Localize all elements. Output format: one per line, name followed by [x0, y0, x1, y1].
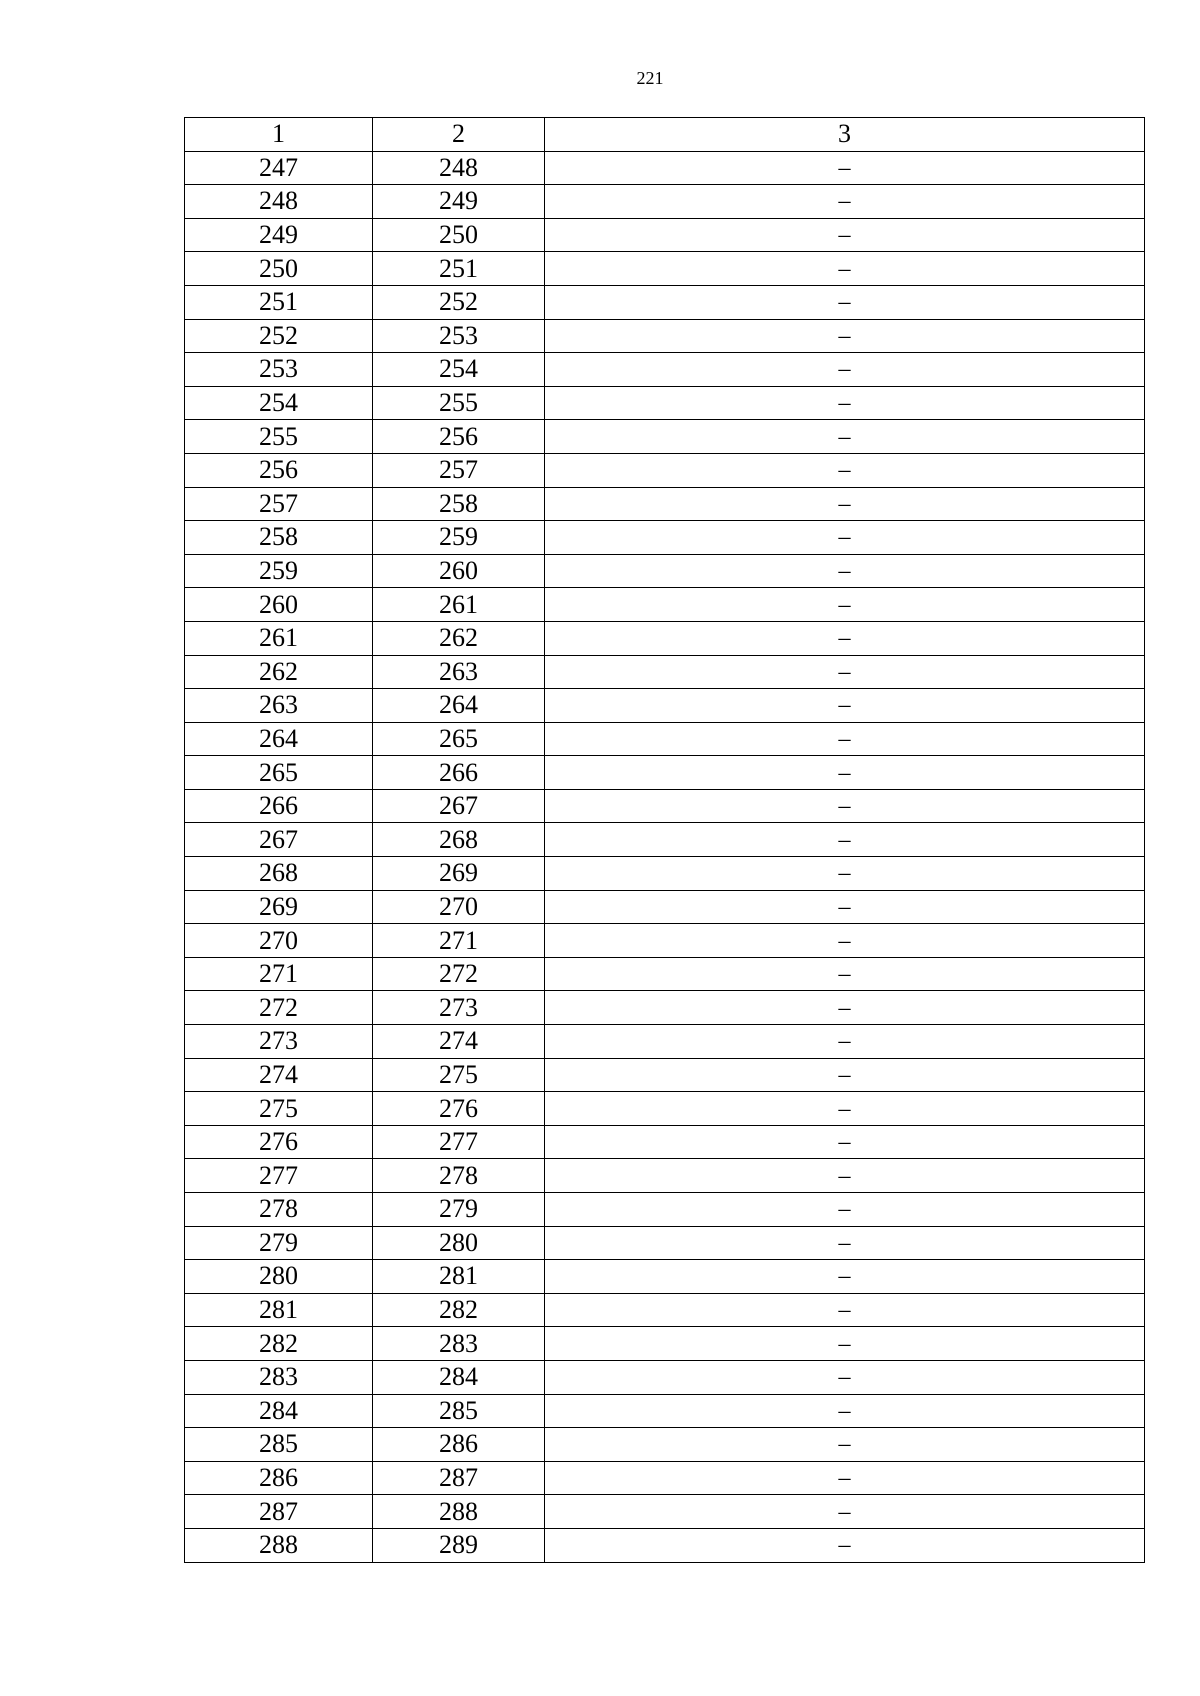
table-row	[185, 521, 1145, 555]
table-cell-col-1: 249	[185, 218, 373, 252]
table-cell-col-3: –	[545, 1327, 1145, 1361]
table-cell-col-1: 265	[185, 756, 373, 790]
table-cell-col-2: 253	[373, 319, 545, 353]
table-cell-col-3: –	[545, 1092, 1145, 1126]
table-cell-col-3: –	[545, 890, 1145, 924]
table-row	[185, 1193, 1145, 1227]
table-cell-col-1: 262	[185, 655, 373, 689]
table-cell-col-1: 255	[185, 420, 373, 454]
table-cell-col-1: 268	[185, 857, 373, 891]
table-cell-col-2: 268	[373, 823, 545, 857]
table-row	[185, 588, 1145, 622]
table-body	[185, 151, 1145, 1562]
table-cell-col-2: 283	[373, 1327, 545, 1361]
table-cell-col-1: 283	[185, 1360, 373, 1394]
table-cell-col-2: 273	[373, 991, 545, 1025]
table-cell-col-1: 266	[185, 789, 373, 823]
table-row	[185, 554, 1145, 588]
table-cell-col-3: –	[545, 1528, 1145, 1562]
table-cell-col-3: –	[545, 1293, 1145, 1327]
table-cell-col-3: –	[545, 252, 1145, 286]
table-cell-col-3: –	[545, 420, 1145, 454]
table-cell-col-3: –	[545, 554, 1145, 588]
header-row	[185, 118, 1145, 152]
table-cell-col-2: 274	[373, 1025, 545, 1059]
table-cell-col-1: 277	[185, 1159, 373, 1193]
table-cell-col-3: –	[545, 285, 1145, 319]
data-table-container	[184, 117, 1144, 1563]
table-cell-col-3: –	[545, 1025, 1145, 1059]
table-cell-col-3: –	[545, 1394, 1145, 1428]
table-row	[185, 1528, 1145, 1562]
table-cell-col-3: –	[545, 1159, 1145, 1193]
table-cell-col-3: –	[545, 655, 1145, 689]
table-cell-col-1: 278	[185, 1193, 373, 1227]
table-cell-col-1: 267	[185, 823, 373, 857]
data-table	[184, 117, 1145, 1563]
table-cell-col-1: 259	[185, 554, 373, 588]
table-row	[185, 957, 1145, 991]
table-cell-col-1: 264	[185, 722, 373, 756]
table-cell-col-2: 272	[373, 957, 545, 991]
table-cell-col-1: 273	[185, 1025, 373, 1059]
table-cell-col-3: –	[545, 1495, 1145, 1529]
table-cell-col-1: 257	[185, 487, 373, 521]
table-row	[185, 722, 1145, 756]
table-row	[185, 420, 1145, 454]
table-cell-col-1: 281	[185, 1293, 373, 1327]
table-row	[185, 1159, 1145, 1193]
table-cell-col-2: 249	[373, 185, 545, 219]
table-cell-col-3: –	[545, 319, 1145, 353]
table-cell-col-3: –	[545, 1260, 1145, 1294]
table-cell-col-1: 248	[185, 185, 373, 219]
table-cell-col-2: 251	[373, 252, 545, 286]
table-cell-col-1: 271	[185, 957, 373, 991]
table-cell-col-1: 254	[185, 386, 373, 420]
table-row	[185, 1394, 1145, 1428]
table-cell-col-3: –	[545, 689, 1145, 723]
table-row	[185, 285, 1145, 319]
table-row	[185, 218, 1145, 252]
table-cell-col-2: 285	[373, 1394, 545, 1428]
table-cell-col-3: –	[545, 823, 1145, 857]
table-cell-col-3: –	[545, 1360, 1145, 1394]
table-cell-col-3: –	[545, 924, 1145, 958]
table-cell-col-1: 251	[185, 285, 373, 319]
table-row	[185, 991, 1145, 1025]
table-row	[185, 857, 1145, 891]
table-cell-col-2: 262	[373, 621, 545, 655]
table-cell-col-2: 265	[373, 722, 545, 756]
table-cell-col-1: 261	[185, 621, 373, 655]
table-cell-col-1: 279	[185, 1226, 373, 1260]
table-cell-col-3: –	[545, 185, 1145, 219]
table-cell-col-2: 263	[373, 655, 545, 689]
table-cell-col-3: –	[545, 386, 1145, 420]
table-cell-col-2: 275	[373, 1058, 545, 1092]
table-row	[185, 1428, 1145, 1462]
table-cell-col-3: –	[545, 621, 1145, 655]
table-cell-col-3: –	[545, 1125, 1145, 1159]
table-cell-col-1: 285	[185, 1428, 373, 1462]
table-cell-col-2: 254	[373, 353, 545, 387]
table-cell-col-1: 260	[185, 588, 373, 622]
table-cell-col-2: 266	[373, 756, 545, 790]
table-row	[185, 621, 1145, 655]
table-cell-col-3: –	[545, 857, 1145, 891]
table-row	[185, 487, 1145, 521]
column-header-1: 1	[185, 118, 373, 152]
table-cell-col-1: 263	[185, 689, 373, 723]
table-row	[185, 789, 1145, 823]
table-cell-col-3: –	[545, 151, 1145, 185]
table-row	[185, 890, 1145, 924]
table-cell-col-1: 256	[185, 453, 373, 487]
table-cell-col-3: –	[545, 722, 1145, 756]
page-number: 221	[636, 68, 664, 88]
table-row	[185, 252, 1145, 286]
table-cell-col-1: 275	[185, 1092, 373, 1126]
table-cell-col-1: 274	[185, 1058, 373, 1092]
table-row	[185, 1360, 1145, 1394]
table-cell-col-2: 260	[373, 554, 545, 588]
table-row	[185, 1058, 1145, 1092]
table-cell-col-2: 270	[373, 890, 545, 924]
table-cell-col-3: –	[545, 1428, 1145, 1462]
table-cell-col-2: 288	[373, 1495, 545, 1529]
column-header-2: 2	[373, 118, 545, 152]
table-row	[185, 151, 1145, 185]
table-cell-col-2: 278	[373, 1159, 545, 1193]
table-cell-col-2: 264	[373, 689, 545, 723]
table-row	[185, 386, 1145, 420]
table-row	[185, 689, 1145, 723]
column-header-3: 3	[545, 118, 1145, 152]
table-cell-col-2: 284	[373, 1360, 545, 1394]
table-row	[185, 924, 1145, 958]
table-row	[185, 353, 1145, 387]
table-cell-col-2: 289	[373, 1528, 545, 1562]
table-cell-col-2: 267	[373, 789, 545, 823]
table-row	[185, 1327, 1145, 1361]
table-cell-col-1: 287	[185, 1495, 373, 1529]
table-cell-col-2: 271	[373, 924, 545, 958]
table-row	[185, 823, 1145, 857]
table-cell-col-2: 248	[373, 151, 545, 185]
table-cell-col-1: 286	[185, 1461, 373, 1495]
table-row	[185, 1226, 1145, 1260]
table-cell-col-2: 279	[373, 1193, 545, 1227]
table-cell-col-3: –	[545, 588, 1145, 622]
table-cell-col-3: –	[545, 991, 1145, 1025]
table-cell-col-2: 256	[373, 420, 545, 454]
table-cell-col-2: 257	[373, 453, 545, 487]
table-cell-col-2: 255	[373, 386, 545, 420]
table-cell-col-2: 277	[373, 1125, 545, 1159]
table-row	[185, 1495, 1145, 1529]
table-row	[185, 1461, 1145, 1495]
table-row	[185, 1092, 1145, 1126]
table-cell-col-2: 250	[373, 218, 545, 252]
table-cell-col-3: –	[545, 487, 1145, 521]
table-row	[185, 1025, 1145, 1059]
table-cell-col-2: 258	[373, 487, 545, 521]
table-row	[185, 453, 1145, 487]
table-row	[185, 319, 1145, 353]
table-cell-col-2: 276	[373, 1092, 545, 1126]
table-cell-col-2: 281	[373, 1260, 545, 1294]
table-cell-col-1: 284	[185, 1394, 373, 1428]
table-cell-col-1: 253	[185, 353, 373, 387]
table-cell-col-3: –	[545, 453, 1145, 487]
table-cell-col-3: –	[545, 521, 1145, 555]
table-cell-col-1: 258	[185, 521, 373, 555]
table-cell-col-2: 252	[373, 285, 545, 319]
table-cell-col-2: 286	[373, 1428, 545, 1462]
table-cell-col-2: 259	[373, 521, 545, 555]
table-cell-col-3: –	[545, 957, 1145, 991]
table-cell-col-1: 276	[185, 1125, 373, 1159]
table-cell-col-1: 280	[185, 1260, 373, 1294]
table-row	[185, 756, 1145, 790]
table-row	[185, 655, 1145, 689]
table-cell-col-3: –	[545, 218, 1145, 252]
table-cell-col-1: 247	[185, 151, 373, 185]
table-cell-col-1: 288	[185, 1528, 373, 1562]
table-row	[185, 1260, 1145, 1294]
table-cell-col-3: –	[545, 756, 1145, 790]
table-cell-col-3: –	[545, 1461, 1145, 1495]
table-cell-col-1: 269	[185, 890, 373, 924]
table-cell-col-1: 282	[185, 1327, 373, 1361]
table-cell-col-1: 250	[185, 252, 373, 286]
table-cell-col-3: –	[545, 353, 1145, 387]
table-cell-col-3: –	[545, 1226, 1145, 1260]
table-cell-col-3: –	[545, 789, 1145, 823]
table-cell-col-2: 282	[373, 1293, 545, 1327]
table-cell-col-1: 272	[185, 991, 373, 1025]
table-cell-col-2: 287	[373, 1461, 545, 1495]
table-row	[185, 1125, 1145, 1159]
table-row	[185, 185, 1145, 219]
table-cell-col-1: 252	[185, 319, 373, 353]
table-cell-col-2: 269	[373, 857, 545, 891]
table-cell-col-3: –	[545, 1058, 1145, 1092]
table-cell-col-3: –	[545, 1193, 1145, 1227]
table-cell-col-1: 270	[185, 924, 373, 958]
table-row	[185, 1293, 1145, 1327]
table-cell-col-2: 280	[373, 1226, 545, 1260]
table-cell-col-2: 261	[373, 588, 545, 622]
